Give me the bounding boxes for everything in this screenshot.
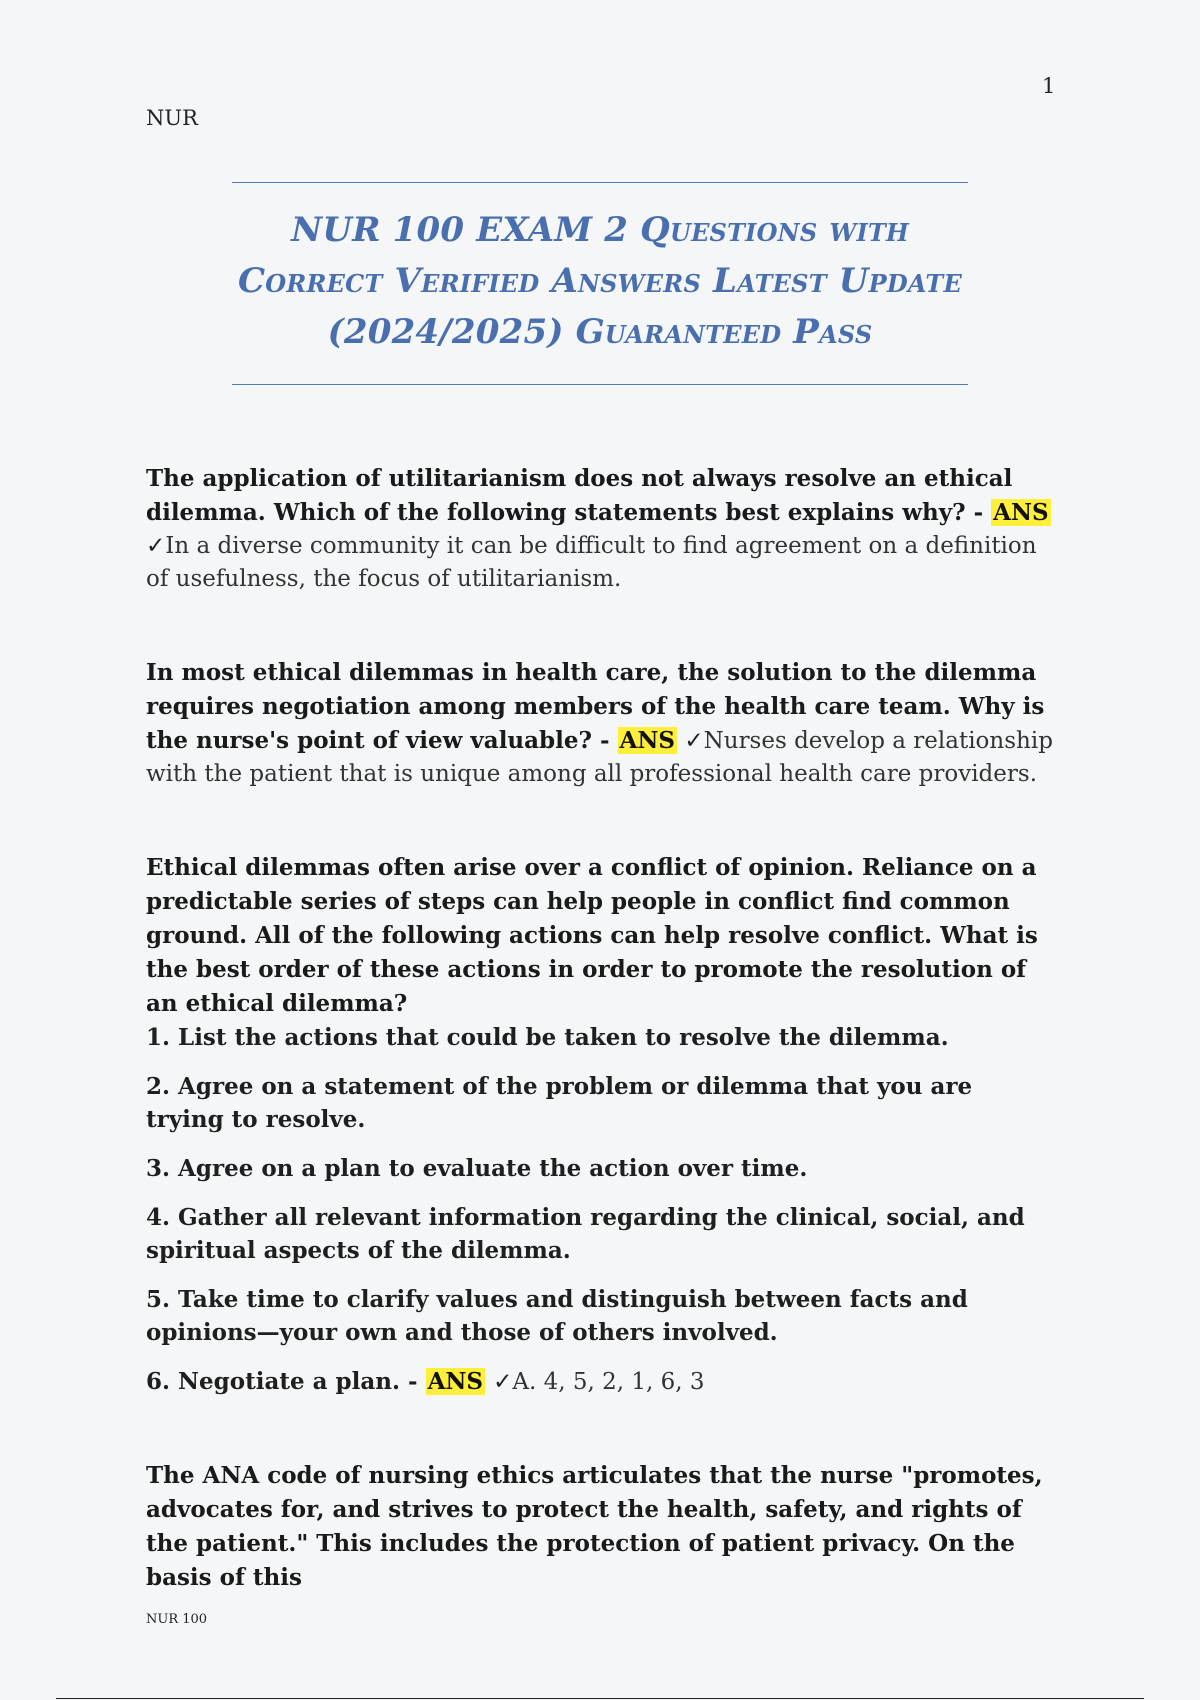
question-1-answer: In a diverse community it can be difficult to find agreement on a definition of usefulness, the focus of utilitarianism. bbox=[146, 533, 1037, 592]
title-line-3: (2024/2025) Guaranteed Pass bbox=[327, 312, 873, 352]
list-item: 5. Take time to clarify values and distinguish between facts and opinions—your own and those of others involved. bbox=[146, 1286, 968, 1346]
question-3-text bbox=[146, 851, 1056, 1021]
check-icon: ✓ bbox=[493, 1369, 513, 1395]
question-1-text: The application of utilitarianism does not always resolve an ethical dilemma. Which of the following statements best explains why? - bbox=[146, 465, 1013, 526]
list-item: 4. Gather all relevant information regarding the clinical, social, and spiritual aspects of the dilemma. bbox=[146, 1204, 1025, 1264]
document-title-block bbox=[232, 182, 968, 385]
check-icon: ✓ bbox=[146, 533, 166, 559]
title-line-2: Correct Verified Answers Latest Update bbox=[238, 261, 962, 301]
list-item: 1. List the actions that could be taken to resolve the dilemma. bbox=[146, 1024, 949, 1051]
question-3-answer: A. 4, 5, 2, 1, 6, 3 bbox=[512, 1369, 705, 1395]
ans-tag: ANS bbox=[619, 727, 676, 754]
title-line-1: NUR 100 EXAM 2 Questions with bbox=[291, 210, 909, 250]
question-2 bbox=[146, 656, 1056, 791]
question-4 bbox=[146, 1459, 1056, 1595]
question-2-answer: Nurses develop a relationship with the patient that is unique among all professional health care providers. bbox=[146, 728, 1053, 787]
page-number: 1 bbox=[1042, 74, 1056, 98]
list-item: 2. Agree on a statement of the problem or dilemma that you are trying to resolve. bbox=[146, 1073, 973, 1133]
question-3 bbox=[146, 851, 1056, 1399]
list-item-last bbox=[146, 1365, 1056, 1399]
question-3-stem: Ethical dilemmas often arise over a conflict of opinion. Reliance on a predictable series of steps can help people in conflict find common ground. All of the following actions can help resolve conflict. What is the best order of these actions in order to promote the resolution of an ethical dilemma? bbox=[146, 854, 1038, 1017]
footer-text: NUR 100 bbox=[146, 1612, 208, 1627]
list-item: 3. Agree on a plan to evaluate the action over time. bbox=[146, 1155, 808, 1182]
footer-divider bbox=[56, 1698, 1144, 1699]
list-item-6-text: 6. Negotiate a plan. - bbox=[146, 1368, 426, 1395]
ans-tag: ANS bbox=[427, 1368, 484, 1395]
header-text: NUR bbox=[146, 106, 198, 130]
question-1 bbox=[146, 462, 1056, 596]
question-4-text: The ANA code of nursing ethics articulates that the nurse "promotes, advocates for, and strives to protect the health, safety, and rights of the patient." This includes the protection of patient privacy. On the basis of this bbox=[146, 1462, 1043, 1591]
question-2-text: In most ethical dilemmas in health care, the solution to the dilemma requires negotiation among members of the health care team. Why is the nurse's point of view valuable? - bbox=[146, 659, 1045, 754]
check-icon: ✓ bbox=[684, 728, 704, 754]
ans-tag: ANS bbox=[993, 499, 1049, 526]
question-list bbox=[146, 462, 1056, 1595]
